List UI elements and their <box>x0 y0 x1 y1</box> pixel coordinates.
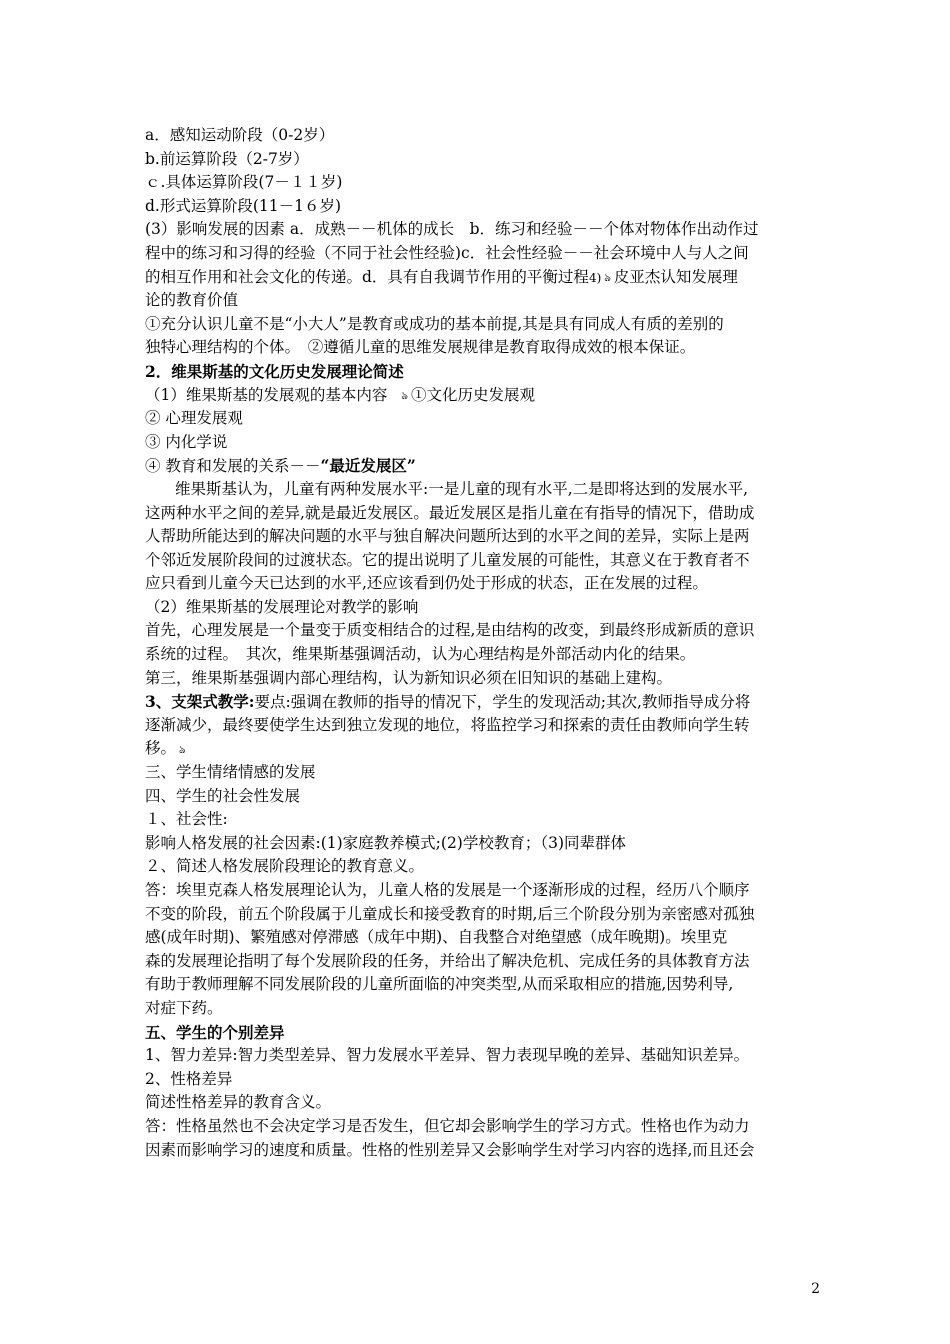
text-line <box>145 266 810 290</box>
text-line: 答：埃里克森人格发展理论认为，儿童人格的发展是一个逐渐形成的过程，经历八个顺序 <box>145 881 750 899</box>
text-line: 首先，心理发展是一个量变于质变相结合的过程,是由结构的改变，到最终形成新质的意识 <box>145 621 755 640</box>
text-line: 对症下药。 <box>145 998 223 1017</box>
text-line: １、社会性: <box>145 810 228 829</box>
text-segment: 的相互作用和社会文化的传递。d．具有自我调节作用的平衡过程 <box>145 267 589 286</box>
text-segment: ①文化历史发展观 <box>411 385 536 404</box>
section-heading: 2．维果斯基的文化历史发展理论简述 <box>145 361 404 381</box>
text-line: 独特心理结构的个体。 ②遵循儿童的思维发展规律是教育取得成效的根本保证。 <box>145 338 696 357</box>
text-line: ② 心理发展观 <box>145 409 243 428</box>
bullet-icon: ঌ <box>604 270 611 284</box>
text-line <box>145 737 810 761</box>
text-line: 森的发展理论指明了每个发展阶段的任务，并给出了解决危机、完成任务的具体教育方法 <box>145 951 750 970</box>
text-line: 这两种水平之间的差异,就是最近发展区。最近发展区是指儿童在有指导的情况下，借助成 <box>145 503 755 522</box>
bullet-icon: ঌ <box>179 742 186 756</box>
text-segment: （1）维果斯基的发展观的基本内容 <box>145 385 388 404</box>
text-line: 影响人格发展的社会因素:(1)家庭教养模式;(2)学校教育；（3)同辈群体 <box>145 833 627 852</box>
text-line: d.形式运算阶段(11－1６岁) <box>145 196 342 215</box>
text-segment: 要点:强调在教师的指导的情况下，学生的发现活动;其次,教师指导成分将 <box>254 693 751 712</box>
text-line <box>145 690 810 714</box>
text-line: 感(成年时期)、繁殖感对停滞感（成年中期)、自我整合对绝望感（成年晚期)。埃里克 <box>145 928 728 947</box>
text-line: 论的教育价值 <box>145 291 239 310</box>
text-line: 维果斯基认为，儿童有两种发展水平:一是儿童的现有水平,二是即将达到的发展水平, <box>175 479 749 498</box>
page-content <box>145 124 810 1162</box>
emphasis-term: “最近发展区” <box>320 456 416 476</box>
text-segment: 4) <box>588 270 602 285</box>
text-line: b.前运算阶段（2-7岁） <box>145 149 309 168</box>
text-line: 不变的阶段，前五个阶段属于儿童成长和接受教育的时期,后三个阶段分别为亲密感对孤独 <box>145 904 755 923</box>
text-segment: 移。 <box>145 739 177 758</box>
text-line: ③ 内化学说 <box>145 432 228 451</box>
section-heading: 五、学生的个别差异 <box>145 1022 285 1042</box>
section-heading: 3、支架式教学: <box>145 692 255 712</box>
text-line: 人帮助所能达到的解决问题的水平与独自解决问题所达到的水平之间的差异，实际上是两 <box>145 527 750 546</box>
text-line <box>145 384 810 408</box>
text-line: 2、性格差异 <box>145 1069 233 1088</box>
text-line: ①充分认识儿童不是“小大人”是教育或成功的基本前提,其是具有同成人有质的差别的 <box>145 314 724 333</box>
text-line: 逐渐减少，最终要使学生达到独立发现的地位，将监控学习和探索的责任由教师向学生转 <box>145 715 750 734</box>
text-line: 因素而影响学习的速度和质量。性格的性别差异又会影响学生对学习内容的选择,而且还会 <box>145 1140 755 1159</box>
text-segment: 皮亚杰认知发展理 <box>613 267 738 286</box>
text-line: 第三，维果斯基强调内部心理结构，认为新知识必须在旧知识的基础上建构。 <box>145 668 673 687</box>
text-line: a．感知运动阶段（0-2岁） <box>145 126 335 144</box>
text-line: 程中的练习和习得的经验（不同于社会性经验)c．社会性经验－－社会环境中人与人之间 <box>145 243 749 262</box>
bullet-icon: ঌ <box>401 388 408 402</box>
text-line: 答：性格虽然也不会决定学习是否发生，但它却会影响学生的学习方式。性格也作为动力 <box>145 1116 750 1135</box>
text-line: 个邻近发展阶段间的过渡状态。它的提出说明了儿童发展的可能性，其意义在于教育者不 <box>145 550 750 569</box>
text-line: 应只看到儿童今天已达到的水平,还应该看到仍处于形成的状态，正在发展的过程。 <box>145 574 708 593</box>
text-line: 1、智力差异:智力类型差异、智力发展水平差异、智力表现早晚的差异、基础知识差异。 <box>145 1046 750 1065</box>
text-segment: ④ 教育和发展的关系－－ <box>145 457 321 476</box>
text-line: 三、学生情绪情感的发展 <box>145 763 316 782</box>
text-line: 系统的过程。 其次，维果斯基强调活动，认为心理结构是外部活动内化的结果。 <box>145 645 696 664</box>
text-line: ｃ.具体运算阶段(7－１１岁) <box>145 173 343 192</box>
text-line: （2）维果斯基的发展理论对教学的影响 <box>145 597 419 616</box>
text-line: 四、学生的社会性发展 <box>145 786 301 805</box>
text-line: 简述性格差异的教育含义。 <box>145 1093 332 1112</box>
text-line: ２、简述人格发展阶段理论的教育意义。 <box>145 857 425 876</box>
text-line: (3）影响发展的因素 a．成熟－－机体的成长 b．练习和经验－－个体对物体作出动作过 <box>145 220 759 239</box>
text-line: 有助于教师理解不同发展阶段的儿童所面临的冲突类型,从而采取相应的措施,因势利导, <box>145 975 734 994</box>
page-number: 2 <box>811 1281 820 1297</box>
text-line <box>145 454 810 478</box>
